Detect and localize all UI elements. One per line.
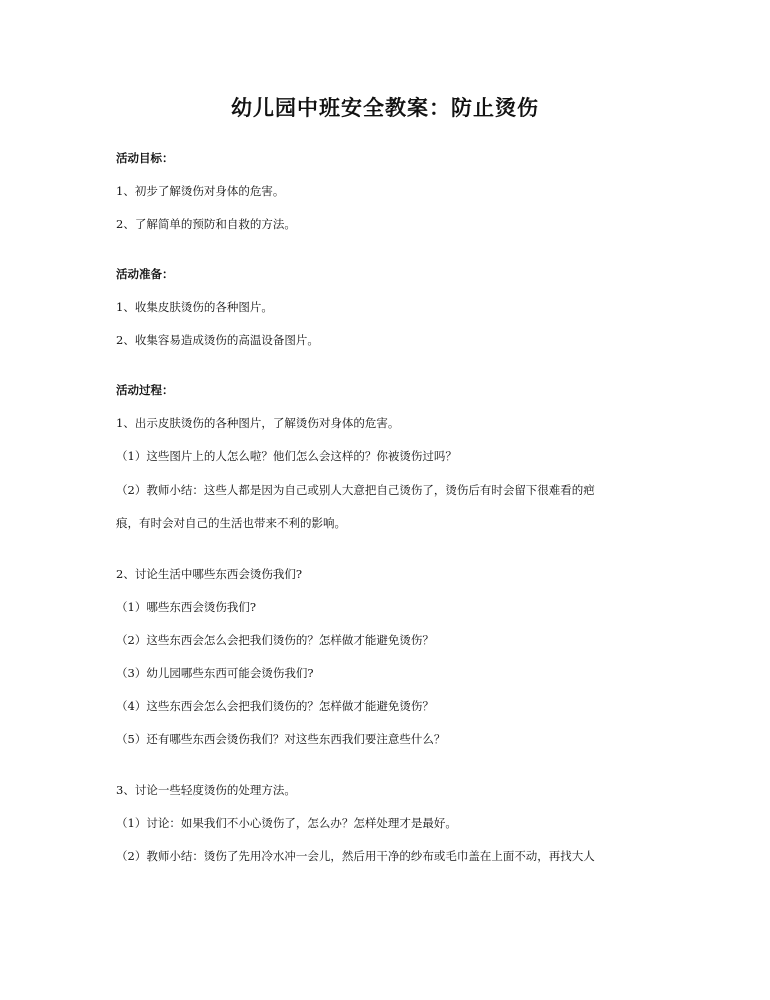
preparation-line-1: 1、收集皮肤烫伤的各种图片。 — [116, 300, 273, 314]
process-line-5: 2、讨论生活中哪些东西会烫伤我们? — [116, 567, 302, 581]
process-line-4: 痕，有时会对自己的生活也带来不利的影响。 — [116, 516, 346, 530]
goal-line-2: 2、了解简单的预防和自救的方法。 — [116, 217, 296, 231]
section-heading-process: 活动过程： — [116, 383, 174, 397]
process-line-3: （2）教师小结：这些人都是因为自己或别人大意把自己烫伤了，烫伤后有时会留下很难看的疤 — [116, 483, 595, 497]
process-line-8: （3）幼儿园哪些东西可能会烫伤我们? — [116, 666, 314, 680]
process-line-11: 3、讨论一些轻度烫伤的处理方法。 — [116, 783, 296, 797]
process-line-7: （2）这些东西会怎么会把我们烫伤的？怎样做才能避免烫伤？ — [116, 633, 434, 647]
process-line-12: （1）讨论：如果我们不小心烫伤了，怎么办？怎样处理才是最好。 — [116, 816, 457, 830]
process-line-6: （1）哪些东西会烫伤我们? — [116, 600, 256, 614]
process-line-2: （1）这些图片上的人怎么啦？他们怎么会这样的？你被烫伤过吗？ — [116, 449, 457, 463]
document-title: 幼儿园中班安全教案：防止烫伤 — [231, 95, 539, 120]
section-heading-goals: 活动目标： — [116, 151, 174, 165]
process-line-10: （5）还有哪些东西会烫伤我们？对这些东西我们要注意些什么？ — [116, 732, 446, 746]
preparation-line-2: 2、收集容易造成烫伤的高温设备图片。 — [116, 333, 319, 347]
section-heading-preparation: 活动准备： — [116, 267, 174, 281]
process-line-1: 1、出示皮肤烫伤的各种图片，了解烫伤对身体的危害。 — [116, 416, 400, 430]
goal-line-1: 1、初步了解烫伤对身体的危害。 — [116, 184, 285, 198]
process-line-9: （4）这些东西会怎么会把我们烫伤的？怎样做才能避免烫伤？ — [116, 699, 434, 713]
process-line-13: （2）教师小结：烫伤了先用冷水冲一会儿，然后用干净的纱布或毛巾盖在上面不动，再找大人 — [116, 849, 595, 863]
